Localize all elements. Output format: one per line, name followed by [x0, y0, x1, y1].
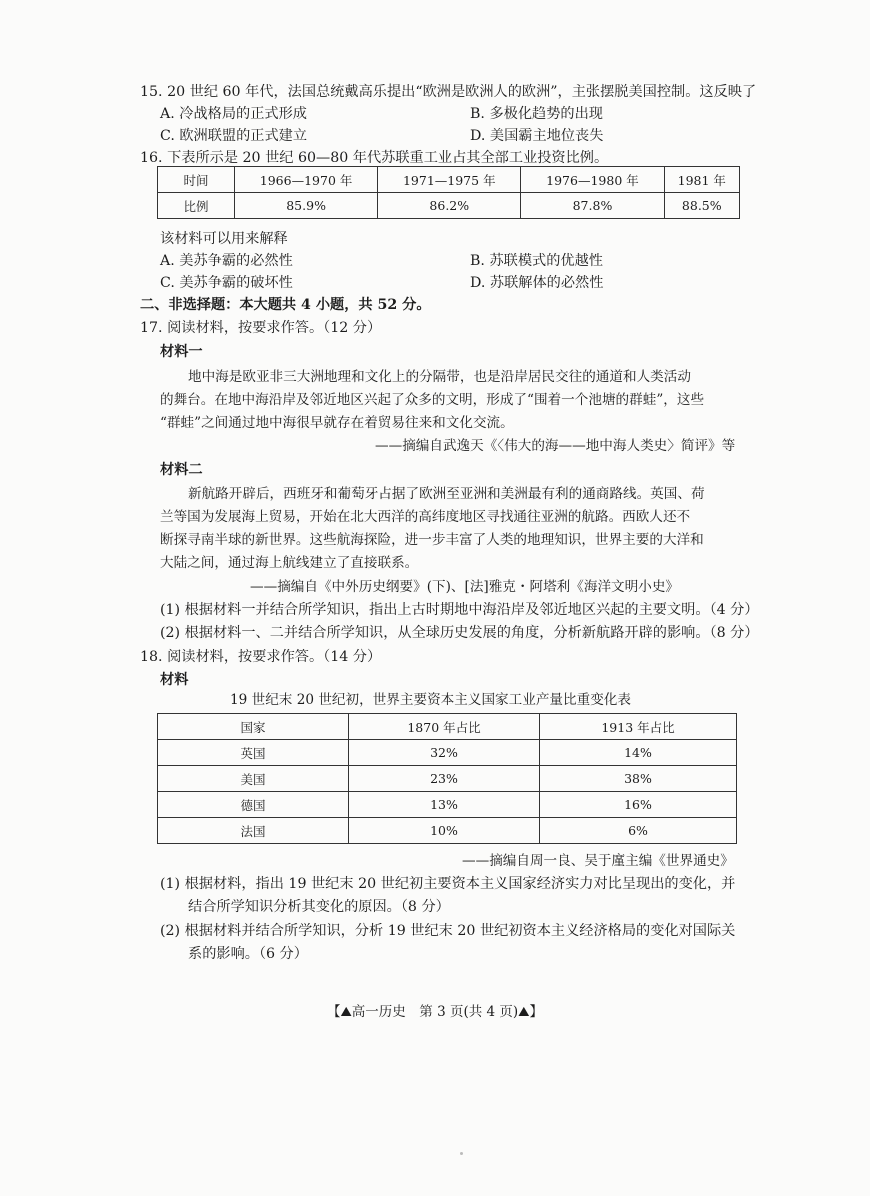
- q15-option-a: A. 冷战格局的正式形成: [160, 106, 307, 122]
- material-source: ——摘编自《中外历史纲要》(下)、[法]雅克・阿塔利《海洋文明小史》: [250, 579, 680, 595]
- table-header-cell: 1913 年占比: [540, 714, 737, 740]
- table-cell: 86.2%: [378, 193, 521, 219]
- table-cell: 法国: [158, 818, 349, 844]
- q16-option-c: C. 美苏争霸的破坏性: [160, 275, 293, 291]
- q15-option-c: C. 欧洲联盟的正式建立: [160, 128, 308, 144]
- table-cell: 英国: [158, 740, 349, 766]
- table-row: [158, 167, 740, 193]
- material-text-line: 断探寻南半球的新世界。这些航海探险，进一步丰富了人类的地理知识，世界主要的大洋和: [160, 532, 704, 548]
- q18-subquestion-2: (2) 根据材料并结合所学知识，分析 19 世纪末 20 世纪初资本主义经济格局的变化对国际关: [160, 923, 736, 939]
- material-text-line: “群蛙”之间通过地中海很早就存在着贸易往来和文化交流。: [160, 415, 514, 431]
- table-cell: 14%: [540, 740, 737, 766]
- q17-subquestion-1: (1) 根据材料一并结合所学知识，指出上古时期地中海沿岸及邻近地区兴起的主要文明。（4 分）: [160, 602, 759, 618]
- q18-subquestion-1: (1) 根据材料，指出 19 世纪末 20 世纪初主要资本主义国家经济实力对比呈现出的变化，并: [160, 876, 736, 892]
- material-label: 材料二: [160, 462, 203, 478]
- material-label: 材料: [160, 672, 189, 688]
- table-row: [158, 193, 740, 219]
- q16-table: [157, 166, 740, 219]
- table-cell: 1966—1970 年: [235, 167, 378, 193]
- q18-subquestion-1-cont: 结合所学知识分析其变化的原因。（8 分）: [188, 899, 450, 915]
- q16-option-d: D. 苏联解体的必然性: [470, 275, 604, 291]
- material-text-line: 大陆之间，通过海上航线建立了直接联系。: [160, 555, 419, 571]
- table-cell: 88.5%: [664, 193, 739, 219]
- table-cell: 1976—1980 年: [521, 167, 664, 193]
- table-row: [158, 818, 737, 844]
- scan-speck: [460, 1152, 463, 1155]
- material-text-line: 地中海是欧亚非三大洲地理和文化上的分隔带，也是沿岸居民交往的通道和人类活动: [188, 369, 691, 385]
- table-row: [158, 766, 737, 792]
- q15-stem: 15. 20 世纪 60 年代，法国总统戴高乐提出“欧洲是欧洲人的欧洲”，主张摆脱美国控制。这反映了: [140, 84, 757, 100]
- section-heading: 二、非选择题：本大题共 4 小题，共 52 分。: [140, 297, 431, 313]
- table-cell: 1971—1975 年: [378, 167, 521, 193]
- page-footer: 【⛰高一历史 第 3 页(共 4 页)⛰】: [326, 1004, 544, 1020]
- table-row: [158, 714, 737, 740]
- table-header-cell: 国家: [158, 714, 349, 740]
- material-text-line: 新航路开辟后，西班牙和葡萄牙占据了欧洲至亚洲和美洲最有利的通商路线。英国、荷: [188, 486, 705, 502]
- table-header-cell: 1870 年占比: [349, 714, 540, 740]
- table-cell: 10%: [349, 818, 540, 844]
- table-cell: 16%: [540, 792, 737, 818]
- q18-table: [157, 713, 737, 844]
- table-cell: 1981 年: [664, 167, 739, 193]
- material-label: 材料一: [160, 344, 203, 360]
- table-cell: 32%: [349, 740, 540, 766]
- q18-subquestion-2-cont: 系的影响。（6 分）: [188, 946, 308, 962]
- table-row: [158, 792, 737, 818]
- material-text-line: 的舞台。在地中海沿岸及邻近地区兴起了众多的文明，形成了“围着一个池塘的群蛙”，这些: [160, 392, 705, 408]
- q16-option-a: A. 美苏争霸的必然性: [160, 253, 293, 269]
- table-cell: 6%: [540, 818, 737, 844]
- q17-subquestion-2: (2) 根据材料一、二并结合所学知识，从全球历史发展的角度，分析新航路开辟的影响。（8 分）: [160, 625, 759, 641]
- material-text-line: 兰等国为发展海上贸易，开始在北大西洋的高纬度地区寻找通往亚洲的航路。西欧人还不: [160, 509, 691, 525]
- table-cell: 85.9%: [235, 193, 378, 219]
- table-row: [158, 740, 737, 766]
- table-cell: 德国: [158, 792, 349, 818]
- table-cell: 时间: [158, 167, 235, 193]
- table-cell: 87.8%: [521, 193, 664, 219]
- q16-option-b: B. 苏联模式的优越性: [470, 253, 603, 269]
- q15-option-b: B. 多极化趋势的出现: [470, 106, 603, 122]
- table-title: 19 世纪末 20 世纪初，世界主要资本主义国家工业产量比重变化表: [230, 692, 631, 708]
- table-cell: 38%: [540, 766, 737, 792]
- q15-option-d: D. 美国霸主地位丧失: [470, 128, 604, 144]
- table-cell: 美国: [158, 766, 349, 792]
- q16-stem: 16. 下表所示是 20 世纪 60—80 年代苏联重工业占其全部工业投资比例。: [140, 150, 609, 166]
- material-source: ——摘编自周一良、吴于廑主编《世界通史》: [462, 853, 734, 869]
- q18-stem: 18. 阅读材料，按要求作答。（14 分）: [140, 649, 382, 665]
- q17-stem: 17. 阅读材料，按要求作答。（12 分）: [140, 320, 382, 336]
- q16-prompt: 该材料可以用来解释: [160, 231, 288, 247]
- table-cell: 比例: [158, 193, 235, 219]
- table-cell: 23%: [349, 766, 540, 792]
- material-source: ——摘编自武逸天《〈伟大的海——地中海人类史〉简评》等: [375, 438, 736, 454]
- table-cell: 13%: [349, 792, 540, 818]
